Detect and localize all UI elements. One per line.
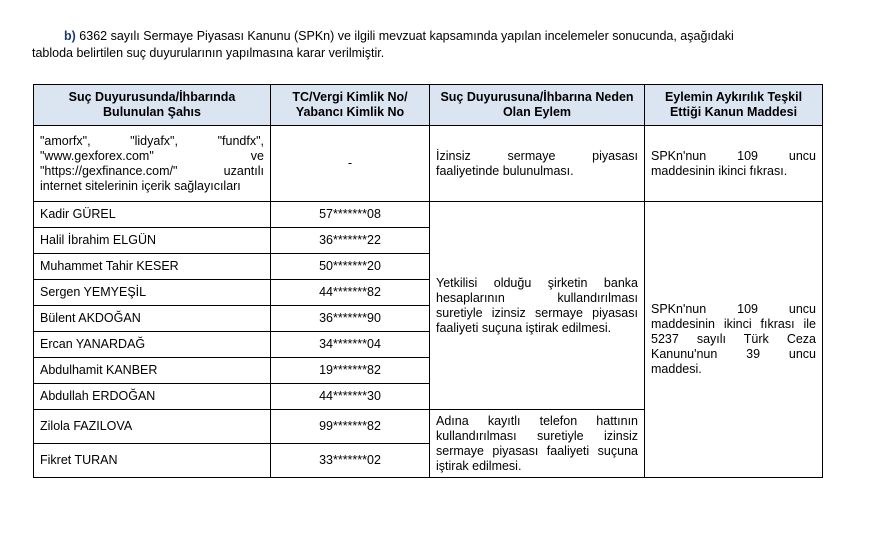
table-row-name: Fikret TURAN xyxy=(34,444,271,478)
table-row-id: 33*******02 xyxy=(271,444,430,478)
table-row-name: Sergen YEMYEŞİL xyxy=(34,280,271,306)
table-row-name: Muhammet Tahir KESER xyxy=(34,254,271,280)
table-row-name: Kadir GÜREL xyxy=(34,202,271,228)
table-row-name: Abdullah ERDOĞAN xyxy=(34,384,271,410)
table-row-id: 34*******04 xyxy=(271,332,430,358)
table-row-id: 36*******90 xyxy=(271,306,430,332)
intro-paragraph xyxy=(32,28,832,62)
table-row-id: 50*******20 xyxy=(271,254,430,280)
first-row-law: SPKn'nun 109 uncu maddesinin ikinci fıkrası. xyxy=(645,126,823,202)
table-row-id: 44*******82 xyxy=(271,280,430,306)
intro-line-1 xyxy=(32,28,832,45)
table-row-name: Halil İbrahim ELGÜN xyxy=(34,228,271,254)
header-action: Suç Duyurusuna/İhbarına Neden Olan Eylem xyxy=(430,85,645,126)
first-row-person: "amorfx", "lidyafx", "fundfx", "www.gexforex.com" ve "https://gexfinance.com/" uzantılı internet sitelerinin içerik sağlayıcıları xyxy=(34,126,271,202)
table-row-name: Zilola FAZILOVA xyxy=(34,410,271,444)
item-marker: b) xyxy=(64,29,76,43)
first-row-action: İzinsiz sermaye piyasası faaliyetinde bulunulması. xyxy=(430,126,645,202)
intro-text-1: 6362 sayılı Sermaye Piyasası Kanunu (SPKn) ve ilgili mevzuat kapsamında yapılan incelemeler sonucunda, aşağıdaki xyxy=(79,29,734,43)
header-law: Eylemin Aykırılık Teşkil Ettiği Kanun Maddesi xyxy=(645,85,823,126)
table-row-id: 99*******82 xyxy=(271,410,430,444)
action-group-1: Yetkilisi olduğu şirketin banka hesaplarının kullandırılması suretiyle izinsiz sermaye piyasası faaliyeti suçuna iştirak edilmesi. xyxy=(430,202,645,410)
intro-line-2: tabloda belirtilen suç duyurularının yapılmasına karar verilmiştir. xyxy=(32,46,385,60)
header-id: TC/Vergi Kimlik No/ Yabancı Kimlik No xyxy=(271,85,430,126)
table-row-name: Bülent AKDOĞAN xyxy=(34,306,271,332)
first-row-id: - xyxy=(271,126,430,202)
table-row-id: 44*******30 xyxy=(271,384,430,410)
criminal-complaints-table xyxy=(33,84,823,478)
law-group: SPKn'nun 109 uncu maddesinin ikinci fıkrası ile 5237 sayılı Türk Ceza Kanunu'nun 39 uncu maddesi. xyxy=(645,202,823,478)
table-row-id: 19*******82 xyxy=(271,358,430,384)
header-person: Suç Duyurusunda/İhbarında Bulunulan Şahıs xyxy=(34,85,271,126)
table-row-name: Abdulhamit KANBER xyxy=(34,358,271,384)
table-row-id: 36*******22 xyxy=(271,228,430,254)
action-group-2: Adına kayıtlı telefon hattının kullandırılması suretiyle izinsiz sermaye piyasası faaliyeti suçuna iştirak edilmesi. xyxy=(430,410,645,478)
table-row-name: Ercan YANARDAĞ xyxy=(34,332,271,358)
table-row-id: 57*******08 xyxy=(271,202,430,228)
